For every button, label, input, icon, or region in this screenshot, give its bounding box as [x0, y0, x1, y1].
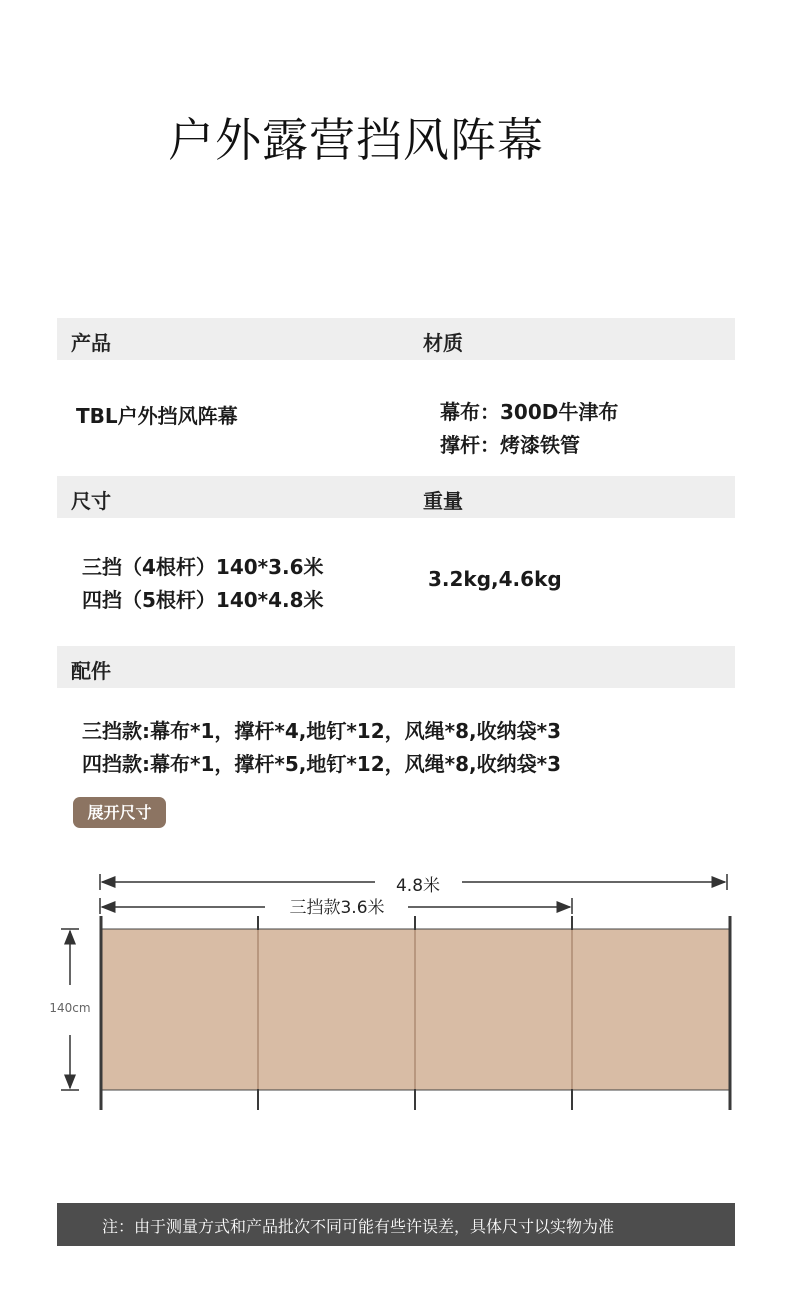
- page-title: 户外露营挡风阵幕: [168, 113, 544, 167]
- accessories-line-1: 三挡款:幕布*1，撑杆*4,地钉*12，风绳*8,收纳袋*3: [82, 719, 561, 743]
- total-width-dimension: [100, 874, 727, 896]
- size-line-1: 三挡（4根杆）140*3.6米: [82, 555, 324, 579]
- material-line-2: 撑杆：烤漆铁管: [440, 433, 580, 457]
- total-width-label: 4.8米: [395, 876, 441, 896]
- weight-label: 重量: [423, 489, 463, 513]
- size-label: 尺寸: [71, 489, 111, 513]
- accessories-label: 配件: [71, 659, 111, 683]
- height-label: 140cm: [49, 1001, 91, 1015]
- material-line-1: 幕布：300D牛津布: [440, 400, 619, 424]
- weight-value: 3.2kg,4.6kg: [428, 567, 562, 591]
- footer-note: 注：由于测量方式和产品批次不同可能有些许误差，具体尺寸以实物为准: [102, 1217, 615, 1236]
- expand-size-badge: 展开尺寸: [73, 797, 166, 828]
- size-line-2: 四挡（5根杆）140*4.8米: [82, 588, 324, 612]
- product-label: 产品: [71, 331, 111, 355]
- footer-note-bar: [57, 1203, 735, 1246]
- partial-width-label: 三挡款3.6米: [289, 898, 385, 918]
- accessories-line-2: 四挡款:幕布*1，撑杆*5,地钉*12，风绳*8,收纳袋*3: [82, 752, 561, 776]
- height-dimension: [49, 929, 90, 1090]
- product-value: TBL户外挡风阵幕: [76, 404, 238, 428]
- partial-width-dimension: [100, 898, 572, 918]
- material-label: 材质: [423, 331, 463, 355]
